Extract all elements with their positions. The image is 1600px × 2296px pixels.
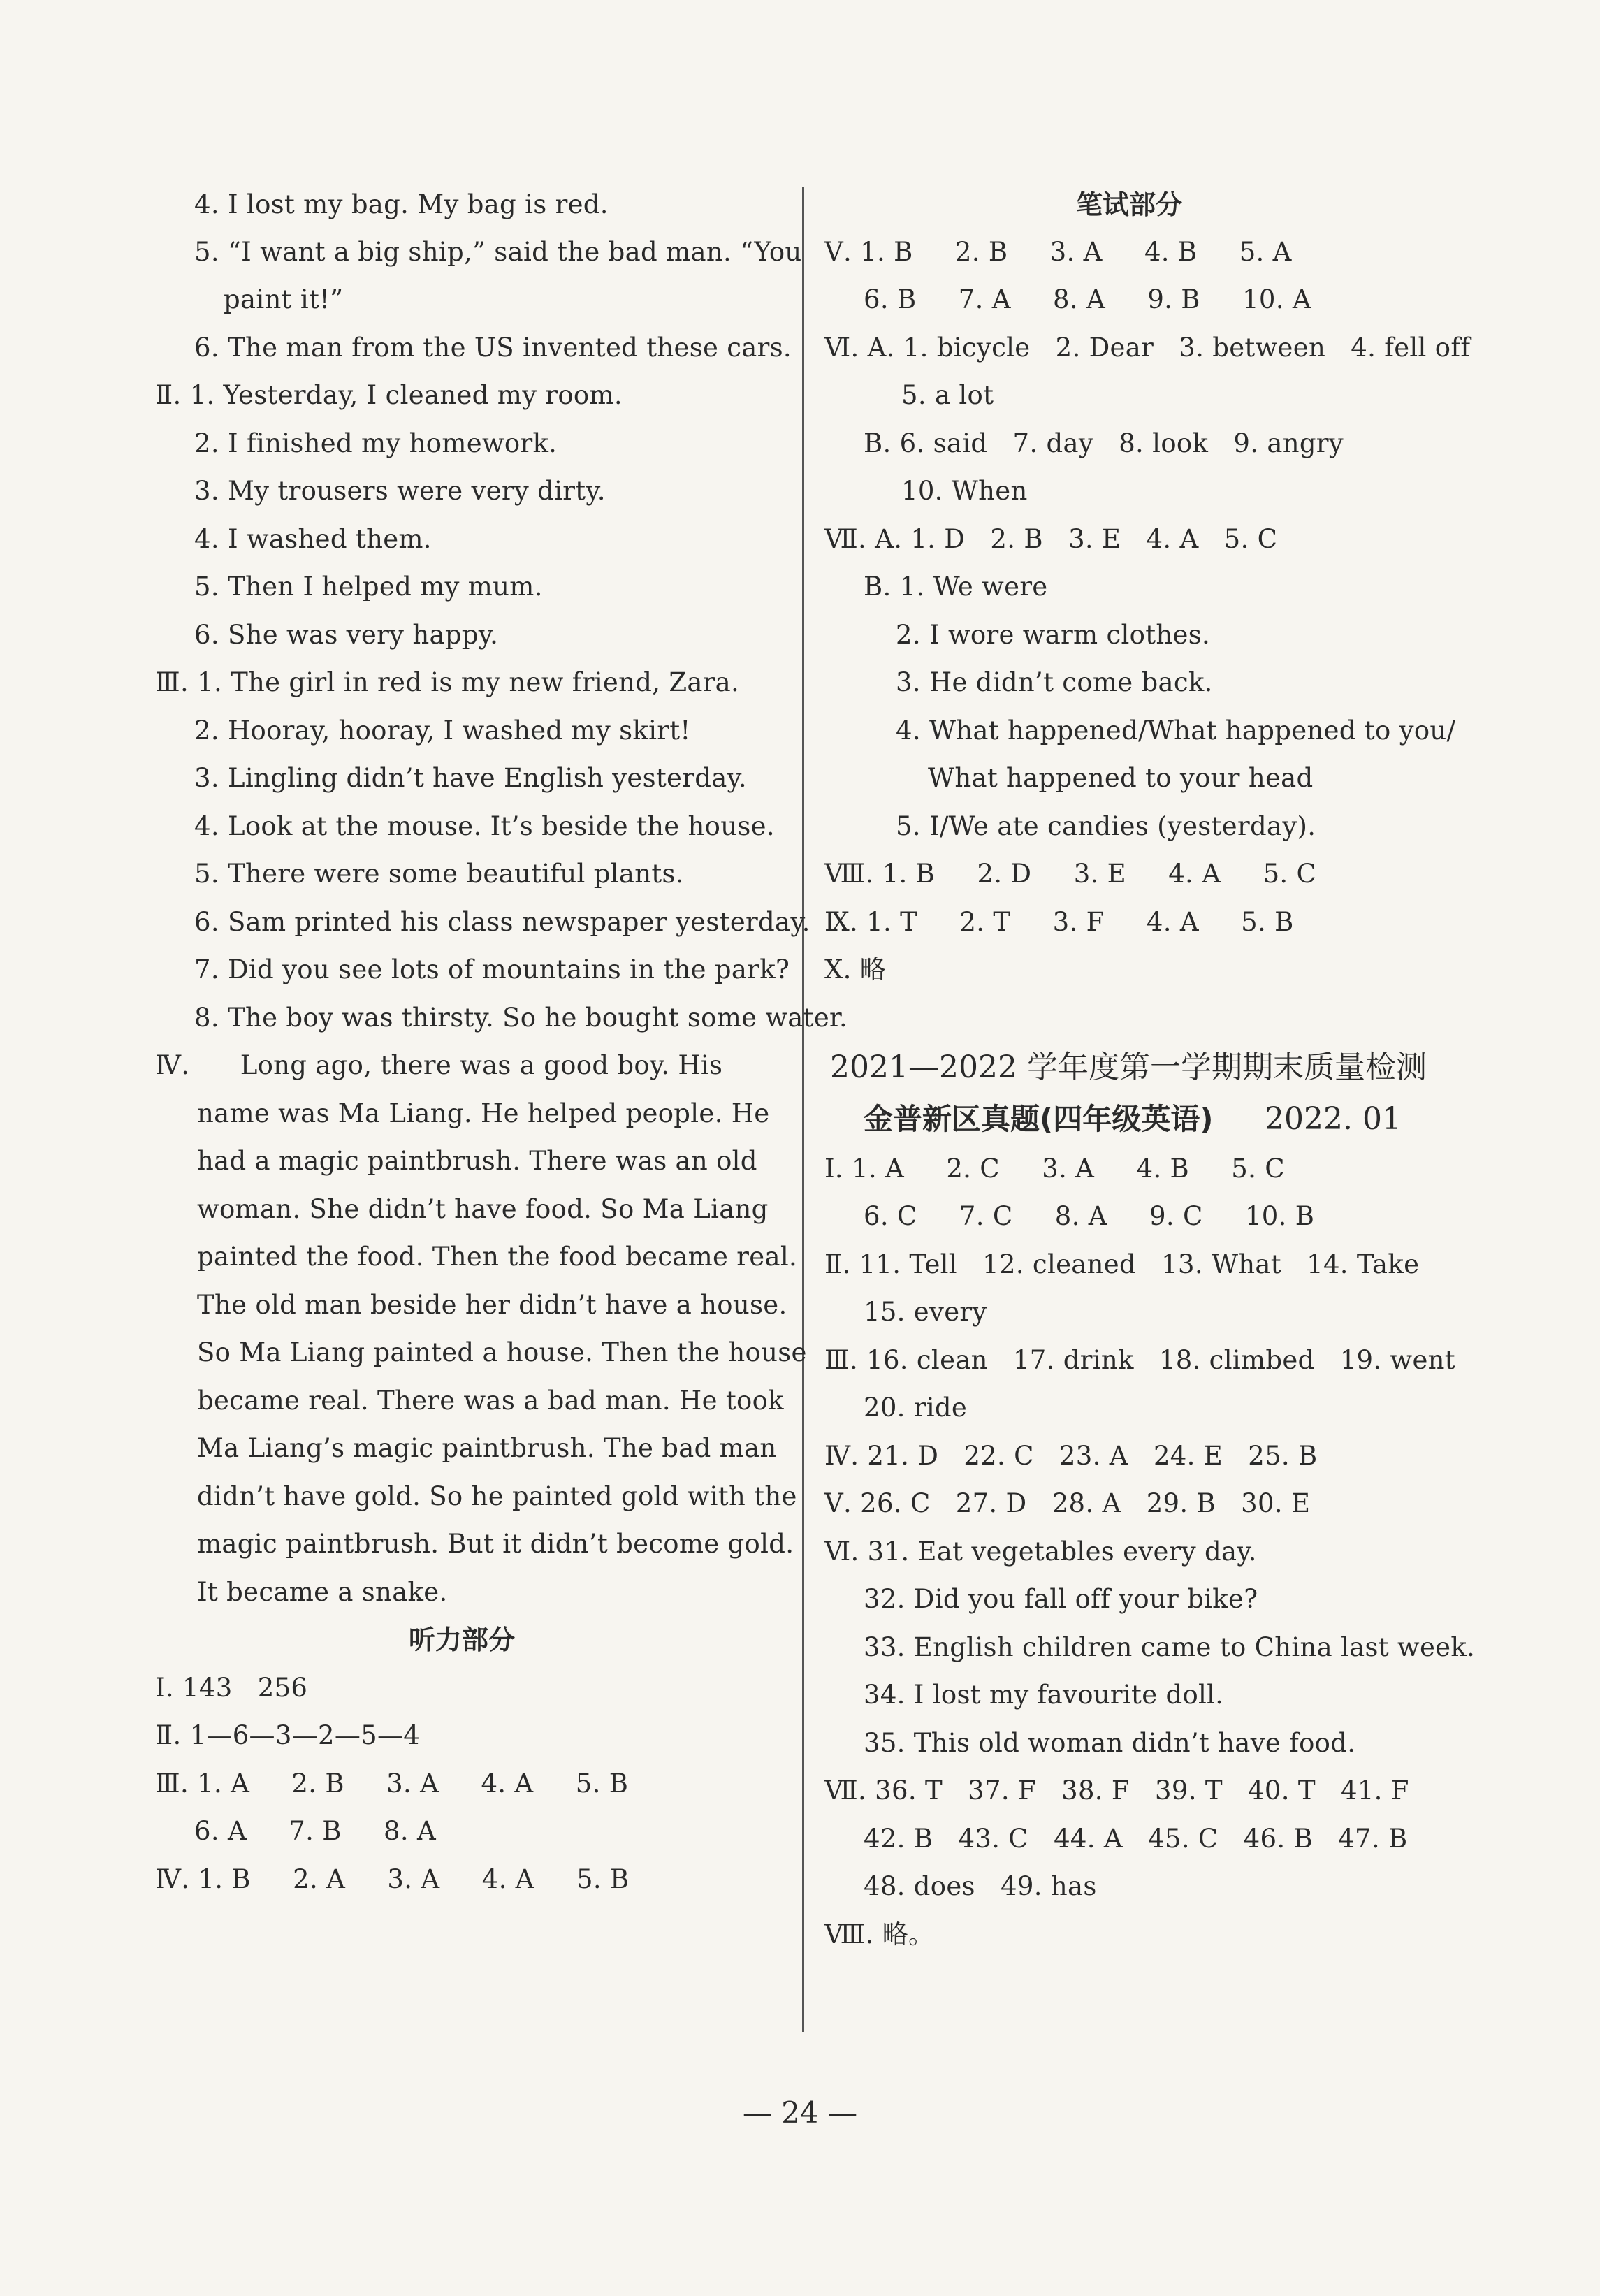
section-line: Ⅷ. 1. B 2. D 3. E 4. A 5. C bbox=[824, 859, 1317, 889]
written-heading: 笔试部分 bbox=[1076, 189, 1183, 220]
section-line: Ⅳ. 1. B 2. A 3. A 4. A 5. B bbox=[155, 1864, 630, 1894]
answer-line: 48. does 49. has bbox=[864, 1871, 1097, 1901]
answer-line: paint it!” bbox=[224, 284, 344, 314]
exam-title: 2021—2022 学年度第一学期期末质量检测 bbox=[830, 1049, 1427, 1085]
section-line: Ⅴ. 1. B 2. B 3. A 4. B 5. A bbox=[824, 237, 1292, 267]
answer-line: 34. I lost my favourite doll. bbox=[864, 1680, 1224, 1710]
answer-line: 4. Look at the mouse. It’s beside the house. bbox=[194, 811, 775, 841]
section-line: Ⅱ. 1—6—3—2—5—4 bbox=[155, 1720, 421, 1750]
exam-date: 2022. 01 bbox=[1265, 1101, 1402, 1137]
listening-heading: 听力部分 bbox=[409, 1625, 516, 1655]
answer-line: 6. A 7. B 8. A bbox=[194, 1816, 437, 1846]
answer-line: 6. The man from the US invented these cars. bbox=[194, 333, 792, 363]
section-line: Ⅶ. A. 1. D 2. B 3. E 4. A 5. C bbox=[824, 524, 1278, 554]
answer-line: 5. I/We ate candies (yesterday). bbox=[896, 811, 1316, 841]
section-line: Ⅹ. 略 bbox=[824, 954, 887, 984]
section-line: Ⅰ. 1. A 2. C 3. A 4. B 5. C bbox=[824, 1154, 1285, 1184]
section-line: Ⅳ. Long ago, there was a good boy. His bbox=[155, 1050, 723, 1080]
answer-line: 4. What happened/What happened to you/ bbox=[896, 715, 1456, 746]
passage-line: woman. She didn’t have food. So Ma Liang bbox=[197, 1194, 769, 1224]
answer-line: 6. She was very happy. bbox=[194, 620, 499, 650]
section-line: Ⅱ. 1. Yesterday, I cleaned my room. bbox=[155, 380, 623, 410]
section-line: Ⅶ. 36. T 37. F 38. F 39. T 40. T 41. F bbox=[824, 1775, 1409, 1805]
answer-line: B. 1. We were bbox=[864, 572, 1048, 602]
answer-line: 2. I wore warm clothes. bbox=[896, 620, 1211, 650]
answer-line: 8. The boy was thirsty. So he bought some water. bbox=[194, 1003, 848, 1033]
section-line: Ⅴ. 26. C 27. D 28. A 29. B 30. E bbox=[824, 1488, 1311, 1518]
answer-line: 5. There were some beautiful plants. bbox=[194, 859, 684, 889]
answer-line: 33. English children came to China last week. bbox=[864, 1632, 1476, 1662]
passage-line: didn’t have gold. So he painted gold with the bbox=[197, 1481, 797, 1511]
passage-line: had a magic paintbrush. There was an old bbox=[197, 1146, 757, 1176]
answer-line: 5. “I want a big ship,” said the bad man. “You bbox=[194, 237, 802, 267]
answer-line: 42. B 43. C 44. A 45. C 46. B 47. B bbox=[864, 1824, 1408, 1854]
answer-line: 5. Then I helped my mum. bbox=[194, 572, 543, 602]
answer-line: 3. He didn’t come back. bbox=[896, 667, 1213, 697]
answer-line: 10. When bbox=[901, 476, 1028, 506]
answer-line: 4. I lost my bag. My bag is red. bbox=[194, 189, 609, 219]
section-line: Ⅵ. 31. Eat vegetables every day. bbox=[824, 1536, 1257, 1567]
passage-line: It became a snake. bbox=[197, 1577, 448, 1607]
answer-line: 6. Sam printed his class newspaper yesterday. bbox=[194, 907, 810, 937]
answer-line: 6. C 7. C 8. A 9. C 10. B bbox=[864, 1201, 1315, 1231]
answer-line: 20. ride bbox=[864, 1393, 968, 1423]
section-line: Ⅲ. 16. clean 17. drink 18. climbed 19. went bbox=[824, 1345, 1455, 1375]
section-line: Ⅸ. 1. T 2. T 3. F 4. A 5. B bbox=[824, 907, 1294, 937]
answer-line: 35. This old woman didn’t have food. bbox=[864, 1728, 1356, 1758]
passage-line: magic paintbrush. But it didn’t become gold. bbox=[197, 1529, 794, 1559]
answer-line: What happened to your head bbox=[928, 763, 1314, 793]
answer-line: 6. B 7. A 8. A 9. B 10. A bbox=[864, 284, 1311, 314]
passage-line: The old man beside her didn’t have a house. bbox=[197, 1290, 787, 1320]
answer-line: 15. every bbox=[864, 1297, 987, 1327]
column-divider bbox=[802, 187, 804, 2032]
section-line: Ⅰ. 143 256 bbox=[155, 1673, 308, 1703]
answer-line: 3. Lingling didn’t have English yesterday. bbox=[194, 763, 747, 793]
exam-subtitle: 金普新区真题(四年级英语) bbox=[864, 1102, 1214, 1136]
section-line: Ⅲ. 1. The girl in red is my new friend, Zara. bbox=[155, 667, 740, 697]
passage-line: Ma Liang’s magic paintbrush. The bad man bbox=[197, 1433, 777, 1463]
passage-line: name was Ma Liang. He helped people. He bbox=[197, 1098, 770, 1128]
section-line: Ⅲ. 1. A 2. B 3. A 4. A 5. B bbox=[155, 1768, 629, 1799]
passage-line: So Ma Liang painted a house. Then the house bbox=[197, 1337, 807, 1367]
section-line: Ⅱ. 11. Tell 12. cleaned 13. What 14. Take bbox=[824, 1249, 1420, 1279]
section-line: Ⅵ. A. 1. bicycle 2. Dear 3. between 4. fell off bbox=[824, 333, 1471, 363]
answer-line: 32. Did you fall off your bike? bbox=[864, 1584, 1258, 1614]
passage-line: became real. There was a bad man. He took bbox=[197, 1386, 784, 1416]
answer-line: 7. Did you see lots of mountains in the park? bbox=[194, 954, 790, 984]
page-number: — 24 — bbox=[742, 2095, 858, 2130]
section-line: Ⅳ. 21. D 22. C 23. A 24. E 25. B bbox=[824, 1441, 1318, 1471]
answer-line: 3. My trousers were very dirty. bbox=[194, 476, 606, 506]
answer-line: 5. a lot bbox=[901, 380, 994, 410]
answer-line: 4. I washed them. bbox=[194, 524, 432, 554]
answer-line: 2. I finished my homework. bbox=[194, 428, 558, 458]
answer-line: B. 6. said 7. day 8. look 9. angry bbox=[864, 428, 1344, 458]
section-line: Ⅷ. 略。 bbox=[824, 1919, 935, 1949]
passage-line: painted the food. Then the food became real. bbox=[197, 1242, 798, 1272]
answer-line: 2. Hooray, hooray, I washed my skirt! bbox=[194, 715, 691, 746]
